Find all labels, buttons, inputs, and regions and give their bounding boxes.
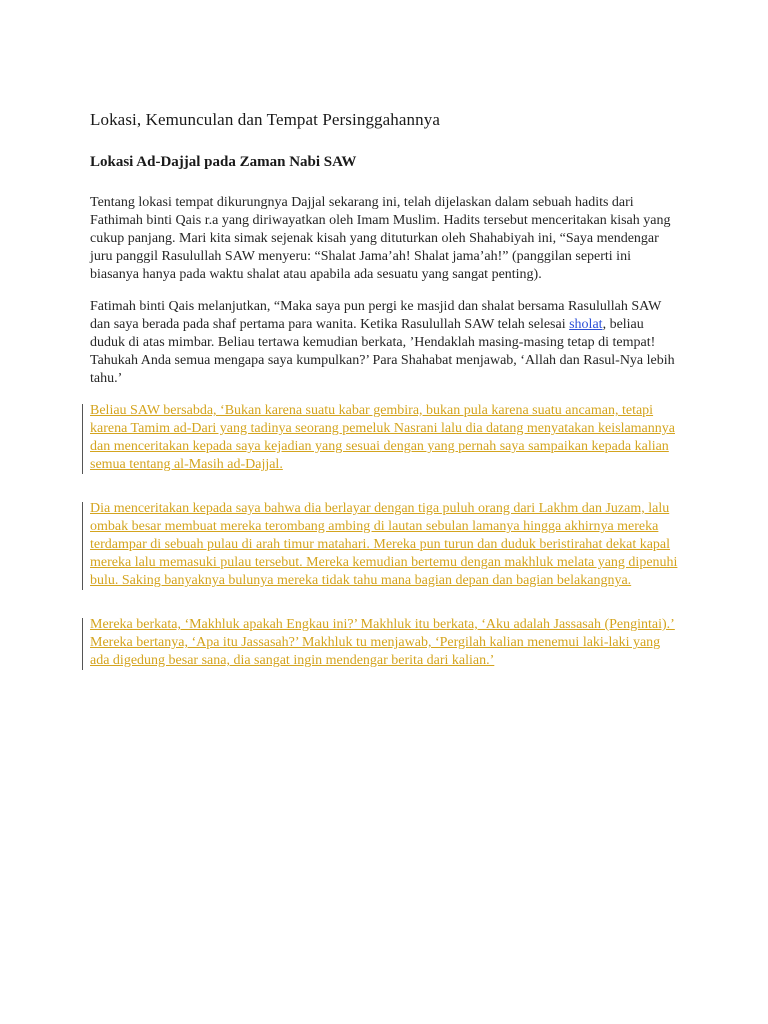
quote-text: Mereka berkata, ‘Makhluk apakah Engkau ini?’ Makhluk itu berkata, ‘Aku adalah Jassasah (Pengintai).’ Mereka bertanya, ‘Apa itu Jassasah?’ Makhluk tu menjawab, ‘Pergilah kalian menemui laki-laki yang ada digedung besar sana, dia sangat ingin mendengar berita dari kalian.’: [90, 617, 675, 668]
quote-bar: [82, 404, 83, 474]
quote-text: Beliau SAW bersabda, ‘Bukan karena suatu kabar gembira, bukan pula karena suatu ancaman, tetapi karena Tamim ad-Dari yang tadinya seorang pemeluk Nasrani lalu dia datang menyatakan keislamannya dan menceritakan kepada saya kejadian yang sesuai dengan yang pernah saya sampaikan kepada kalian semua tentang al-Masih ad-Dajjal.: [90, 403, 675, 472]
document-title: Lokasi, Kemunculan dan Tempat Persinggahannya: [90, 110, 440, 129]
quote-paragraph: [90, 616, 682, 670]
quote-paragraph: [90, 402, 682, 474]
paragraph-2-text-before: Fatimah binti Qais melanjutkan, “Maka saya pun pergi ke masjid dan shalat bersama Rasulullah SAW dan saya berada pada shaf pertama para wanita. Ketika Rasulullah SAW telah selesai: [90, 299, 662, 332]
quote-paragraph: [90, 500, 682, 590]
paragraph-1: Tentang lokasi tempat dikurungnya Dajjal sekarang ini, telah dijelaskan dalam sebuah hadits dari Fathimah binti Qais r.a yang diriwayatkan oleh Imam Muslim. Hadits tersebut menceritakan kisah yang cukup panjang. Mari kita simak sejenak kisah yang dituturkan oleh Shahabiyah ini, “Saya mendengar juru panggil Rasulullah SAW menyeru: “Shalat Jama’ah! Shalat jama’ah!” (panggilan seperti ini biasanya hanya pada waktu shalat atau apabila ada sesuatu yang sangat penting).: [90, 195, 671, 282]
quote-bar: [82, 618, 83, 670]
document-page: [90, 108, 682, 684]
sholat-link[interactable]: sholat: [569, 317, 603, 332]
quote-bar: [82, 502, 83, 590]
quote-block-2: [90, 500, 682, 590]
quote-block-3: [90, 616, 682, 670]
paragraph-2-text-after: , beliau duduk di atas mimbar. Beliau tertawa kemudian berkata, ’Hendaklah masing-masing tetap di tempat! Tahukah Anda semua mengapa saya kumpulkan?’ Para Shahabat menjawab, ‘Allah dan Rasul-Nya lebih tahu.’: [90, 317, 675, 386]
quote-block-1: [90, 402, 682, 474]
paragraph-2: [90, 298, 682, 388]
section-subtitle: Lokasi Ad-Dajjal pada Zaman Nabi SAW: [90, 154, 357, 170]
quote-text: Dia menceritakan kepada saya bahwa dia berlayar dengan tiga puluh orang dari Lakhm dan Juzam, lalu ombak besar membuat mereka terombang ambing di lautan sebulan lamanya hingga akhirnya mereka terdampar di sebuah pulau di arah timur matahari. Mereka pun turun dan duduk beristirahat dekat kapal mereka lalu memasuki pulau tersebut. Mereka kemudian bertemu dengan makhluk melata yang dipenuhi bulu. Saking banyaknya bulunya mereka tidak tahu mana bagian depan dan bagian belakangnya.: [90, 501, 678, 588]
